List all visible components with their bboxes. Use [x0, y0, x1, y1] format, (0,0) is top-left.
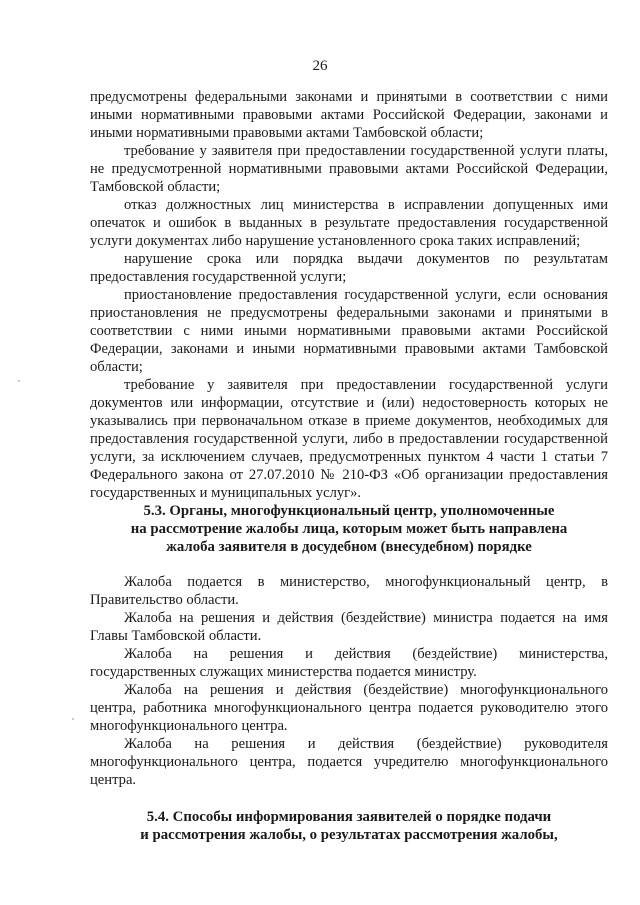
section-5-3-body — [90, 573, 608, 789]
scan-speck — [72, 718, 74, 720]
paragraph: Жалоба на решения и действия (бездействие) руководителя многофункционального центра, подается учредителю многофункционального центра. — [90, 736, 608, 788]
paragraph: приостановление предоставления государственной услуги, если основания приостановления не предусмотрены федеральными законами и принятыми в соответствии с ними иными нормативными правовыми актами Российской Федерации, законами и иными нормативными правовыми актами Тамбовской области; — [90, 287, 608, 375]
paragraph: требование у заявителя при предоставлении государственной услуги документов или информации, отсутствие и (или) недостоверность которых не указывались при первоначальном отказе в приеме документов, необходимых для предоставления государственной услуги, либо в предоставлении государственной услуги, за исключением случаев, предусмотренных пунктом 4 части 1 статьи 7 Федерального закона от 27.07.2010 № 210-ФЗ «Об организации предоставления государственных и муниципальных услуг». — [90, 377, 608, 501]
heading-line: и рассмотрения жалобы, о результатах рассмотрения жалобы, — [140, 827, 558, 843]
paragraph: нарушение срока или порядка выдачи документов по результатам предоставления государственной услуги; — [90, 251, 608, 285]
scan-speck — [18, 380, 20, 382]
heading-line: на рассмотрение жалобы лица, которым может быть направлена — [130, 521, 568, 537]
paragraph: отказ должностных лиц министерства в исправлении допущенных ими опечаток и ошибок в выданных в результате предоставления государственной услуги документах либо нарушение установленного срока таких исправлений; — [90, 197, 608, 249]
paragraph: Жалоба на решения и действия (бездействие) министерства, государственных служащих министерства подается министру. — [90, 646, 608, 680]
body-text-top — [90, 88, 608, 502]
section-5-3-heading — [90, 502, 608, 556]
paragraph: Жалоба подается в министерство, многофункциональный центр, в Правительство области. — [90, 574, 608, 608]
paragraph: Жалоба на решения и действия (бездействие) многофункционального центра, работника многофункционального центра подается руководителю этого многофункционального центра. — [90, 682, 608, 734]
section-5-4-heading — [90, 808, 608, 844]
heading-line: жалоба заявителя в досудебном (внесудебном) порядке — [166, 539, 532, 555]
paragraph: Жалоба на решения и действия (бездействие) министра подается на имя Главы Тамбовской области. — [90, 610, 608, 644]
heading-line: 5.3. Органы, многофункциональный центр, уполномоченные — [143, 503, 555, 519]
heading-line: 5.4. Способы информирования заявителей о порядке подачи — [146, 809, 552, 825]
page-number: 26 — [312, 58, 328, 74]
paragraph: требование у заявителя при предоставлении государственной услуги платы, не предусмотренной нормативными правовыми актами Российской Федерации, Тамбовской области; — [90, 143, 608, 195]
paragraph: предусмотрены федеральными законами и принятыми в соответствии с ними иными нормативными правовыми актами Российской Федерации, законами и иными нормативными правовыми актами Тамбовской области; — [90, 89, 608, 141]
